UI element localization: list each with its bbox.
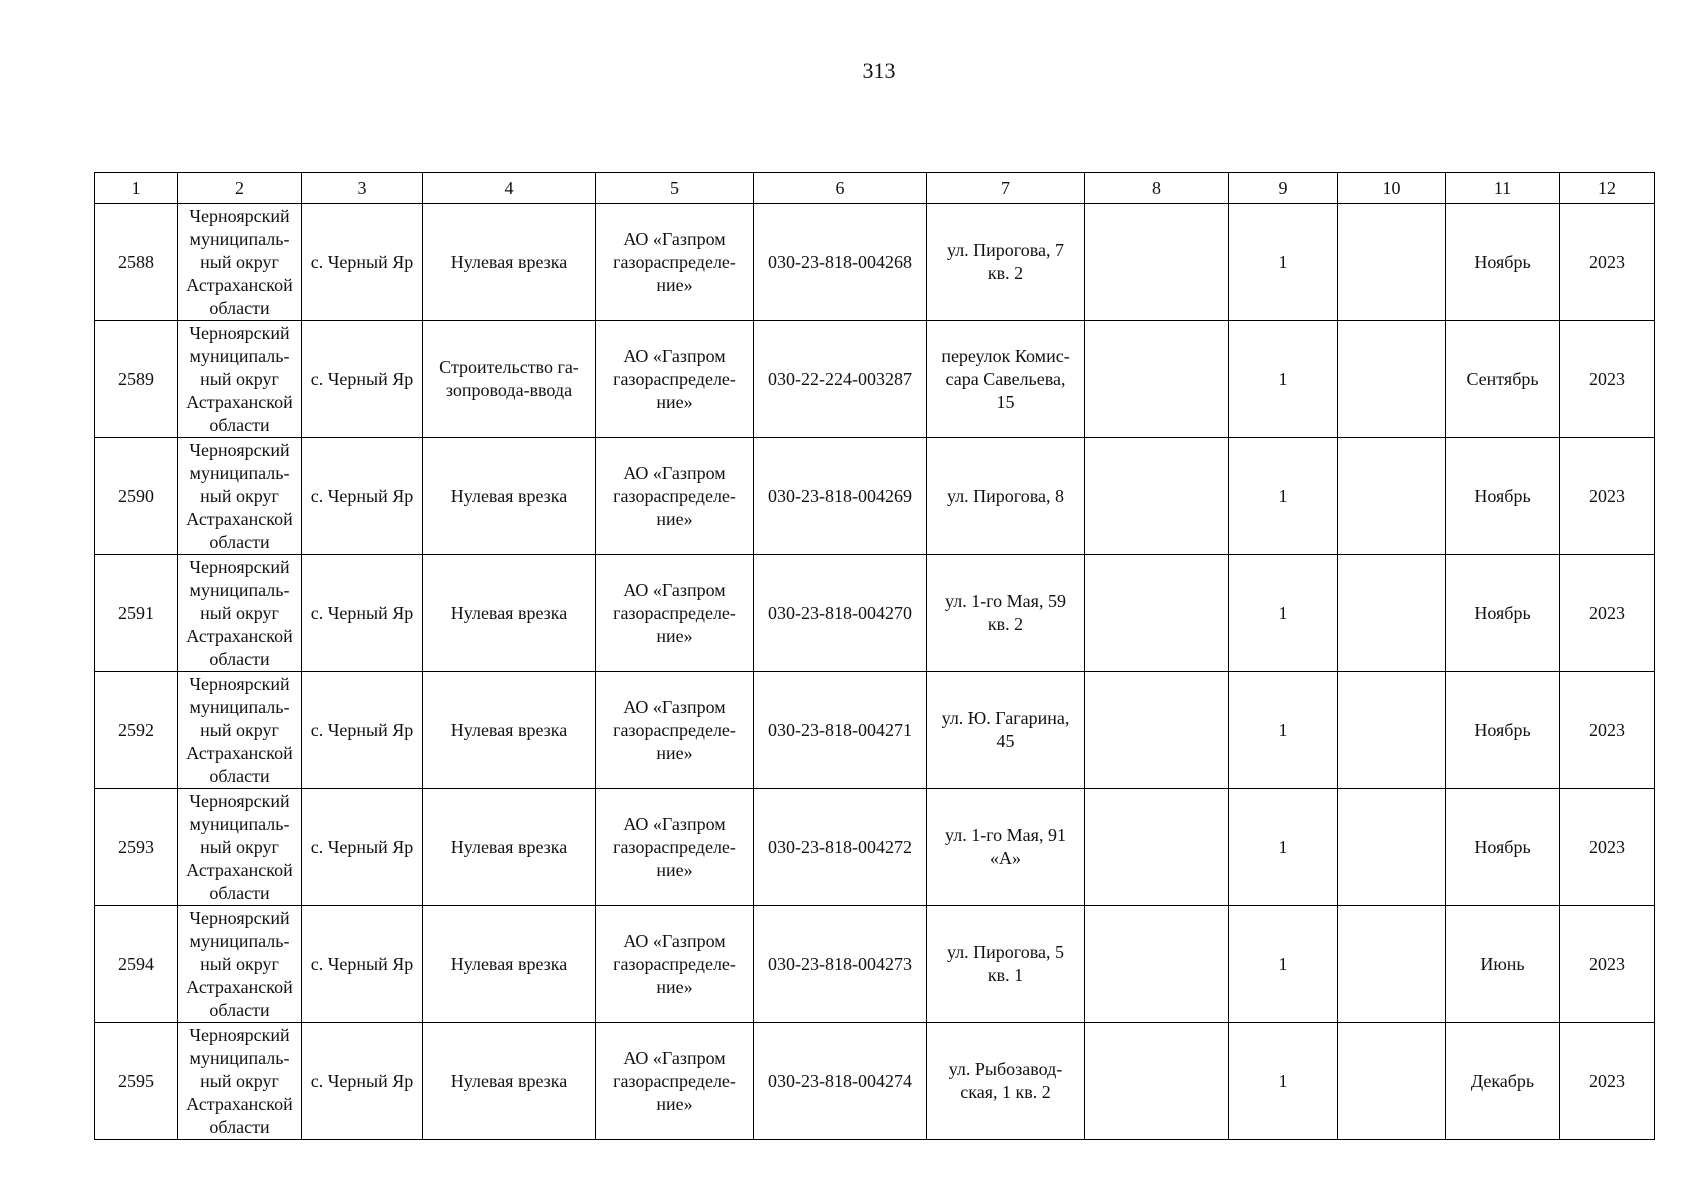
organization-cell: АО «Газпром газораспределе- ние» xyxy=(596,438,754,555)
work-type-cell: Нулевая врезка xyxy=(423,906,596,1023)
quantity-cell: 1 xyxy=(1229,438,1338,555)
column-header: 4 xyxy=(423,173,596,204)
column-10-cell xyxy=(1338,906,1446,1023)
year-cell: 2023 xyxy=(1560,204,1655,321)
municipality-cell: Черноярский муниципаль- ный округ Астраханской области xyxy=(178,906,302,1023)
column-8-cell xyxy=(1085,672,1229,789)
month-cell: Ноябрь xyxy=(1446,555,1560,672)
quantity-cell: 1 xyxy=(1229,1023,1338,1140)
column-10-cell xyxy=(1338,555,1446,672)
application-code-cell: 030-23-818-004270 xyxy=(754,555,927,672)
column-10-cell xyxy=(1338,321,1446,438)
column-8-cell xyxy=(1085,789,1229,906)
application-code-cell: 030-22-224-003287 xyxy=(754,321,927,438)
application-code-cell: 030-23-818-004272 xyxy=(754,789,927,906)
row-number-cell: 2592 xyxy=(95,672,178,789)
column-header: 10 xyxy=(1338,173,1446,204)
address-cell: ул. Пирогова, 8 xyxy=(927,438,1085,555)
year-cell: 2023 xyxy=(1560,789,1655,906)
municipality-cell: Черноярский муниципаль- ный округ Астраханской области xyxy=(178,789,302,906)
municipality-cell: Черноярский муниципаль- ный округ Астраханской области xyxy=(178,672,302,789)
row-number-cell: 2588 xyxy=(95,204,178,321)
table-row xyxy=(95,555,1655,672)
column-10-cell xyxy=(1338,789,1446,906)
column-header: 3 xyxy=(302,173,423,204)
registry-table xyxy=(94,172,1655,1140)
table-row xyxy=(95,1023,1655,1140)
column-8-cell xyxy=(1085,906,1229,1023)
column-header: 7 xyxy=(927,173,1085,204)
year-cell: 2023 xyxy=(1560,906,1655,1023)
table-body xyxy=(95,204,1655,1140)
column-8-cell xyxy=(1085,555,1229,672)
column-header: 6 xyxy=(754,173,927,204)
table-row xyxy=(95,438,1655,555)
row-number-cell: 2591 xyxy=(95,555,178,672)
application-code-cell: 030-23-818-004274 xyxy=(754,1023,927,1140)
column-header: 9 xyxy=(1229,173,1338,204)
work-type-cell: Нулевая врезка xyxy=(423,438,596,555)
row-number-cell: 2589 xyxy=(95,321,178,438)
organization-cell: АО «Газпром газораспределе- ние» xyxy=(596,204,754,321)
column-header: 12 xyxy=(1560,173,1655,204)
quantity-cell: 1 xyxy=(1229,906,1338,1023)
settlement-cell: с. Черный Яр xyxy=(302,438,423,555)
quantity-cell: 1 xyxy=(1229,204,1338,321)
column-header: 8 xyxy=(1085,173,1229,204)
settlement-cell: с. Черный Яр xyxy=(302,321,423,438)
month-cell: Ноябрь xyxy=(1446,672,1560,789)
year-cell: 2023 xyxy=(1560,1023,1655,1140)
address-cell: ул. Ю. Гагарина, 45 xyxy=(927,672,1085,789)
year-cell: 2023 xyxy=(1560,438,1655,555)
work-type-cell: Строительство га- зопровода-ввода xyxy=(423,321,596,438)
month-cell: Ноябрь xyxy=(1446,438,1560,555)
settlement-cell: с. Черный Яр xyxy=(302,1023,423,1140)
table-row xyxy=(95,789,1655,906)
column-header: 11 xyxy=(1446,173,1560,204)
column-8-cell xyxy=(1085,204,1229,321)
column-header: 1 xyxy=(95,173,178,204)
address-cell: ул. 1-го Мая, 59 кв. 2 xyxy=(927,555,1085,672)
column-header: 5 xyxy=(596,173,754,204)
year-cell: 2023 xyxy=(1560,555,1655,672)
municipality-cell: Черноярский муниципаль- ный округ Астраханской области xyxy=(178,204,302,321)
municipality-cell: Черноярский муниципаль- ный округ Астраханской области xyxy=(178,438,302,555)
column-8-cell xyxy=(1085,321,1229,438)
table-header-row xyxy=(95,173,1655,204)
row-number-cell: 2590 xyxy=(95,438,178,555)
organization-cell: АО «Газпром газораспределе- ние» xyxy=(596,906,754,1023)
column-header: 2 xyxy=(178,173,302,204)
settlement-cell: с. Черный Яр xyxy=(302,555,423,672)
organization-cell: АО «Газпром газораспределе- ние» xyxy=(596,1023,754,1140)
application-code-cell: 030-23-818-004269 xyxy=(754,438,927,555)
organization-cell: АО «Газпром газораспределе- ние» xyxy=(596,555,754,672)
organization-cell: АО «Газпром газораспределе- ние» xyxy=(596,321,754,438)
quantity-cell: 1 xyxy=(1229,321,1338,438)
settlement-cell: с. Черный Яр xyxy=(302,204,423,321)
address-cell: переулок Комис- сара Савельева, 15 xyxy=(927,321,1085,438)
settlement-cell: с. Черный Яр xyxy=(302,906,423,1023)
column-10-cell xyxy=(1338,438,1446,555)
work-type-cell: Нулевая врезка xyxy=(423,789,596,906)
organization-cell: АО «Газпром газораспределе- ние» xyxy=(596,672,754,789)
municipality-cell: Черноярский муниципаль- ный округ Астраханской области xyxy=(178,555,302,672)
table-row xyxy=(95,321,1655,438)
address-cell: ул. Пирогова, 7 кв. 2 xyxy=(927,204,1085,321)
column-10-cell xyxy=(1338,1023,1446,1140)
application-code-cell: 030-23-818-004271 xyxy=(754,672,927,789)
month-cell: Ноябрь xyxy=(1446,204,1560,321)
work-type-cell: Нулевая врезка xyxy=(423,555,596,672)
table-row xyxy=(95,906,1655,1023)
address-cell: ул. Рыбозавод- ская, 1 кв. 2 xyxy=(927,1023,1085,1140)
year-cell: 2023 xyxy=(1560,321,1655,438)
column-10-cell xyxy=(1338,204,1446,321)
settlement-cell: с. Черный Яр xyxy=(302,789,423,906)
municipality-cell: Черноярский муниципаль- ный округ Астраханской области xyxy=(178,1023,302,1140)
month-cell: Ноябрь xyxy=(1446,789,1560,906)
municipality-cell: Черноярский муниципаль- ный округ Астраханской области xyxy=(178,321,302,438)
column-10-cell xyxy=(1338,672,1446,789)
page-number: 313 xyxy=(862,58,896,83)
work-type-cell: Нулевая врезка xyxy=(423,204,596,321)
year-cell: 2023 xyxy=(1560,672,1655,789)
column-8-cell xyxy=(1085,1023,1229,1140)
month-cell: Декабрь xyxy=(1446,1023,1560,1140)
settlement-cell: с. Черный Яр xyxy=(302,672,423,789)
address-cell: ул. 1-го Мая, 91 «А» xyxy=(927,789,1085,906)
application-code-cell: 030-23-818-004268 xyxy=(754,204,927,321)
address-cell: ул. Пирогова, 5 кв. 1 xyxy=(927,906,1085,1023)
month-cell: Июнь xyxy=(1446,906,1560,1023)
table-row xyxy=(95,204,1655,321)
organization-cell: АО «Газпром газораспределе- ние» xyxy=(596,789,754,906)
column-8-cell xyxy=(1085,438,1229,555)
row-number-cell: 2594 xyxy=(95,906,178,1023)
work-type-cell: Нулевая врезка xyxy=(423,672,596,789)
quantity-cell: 1 xyxy=(1229,555,1338,672)
row-number-cell: 2593 xyxy=(95,789,178,906)
quantity-cell: 1 xyxy=(1229,672,1338,789)
quantity-cell: 1 xyxy=(1229,789,1338,906)
work-type-cell: Нулевая врезка xyxy=(423,1023,596,1140)
table-row xyxy=(95,672,1655,789)
month-cell: Сентябрь xyxy=(1446,321,1560,438)
row-number-cell: 2595 xyxy=(95,1023,178,1140)
application-code-cell: 030-23-818-004273 xyxy=(754,906,927,1023)
